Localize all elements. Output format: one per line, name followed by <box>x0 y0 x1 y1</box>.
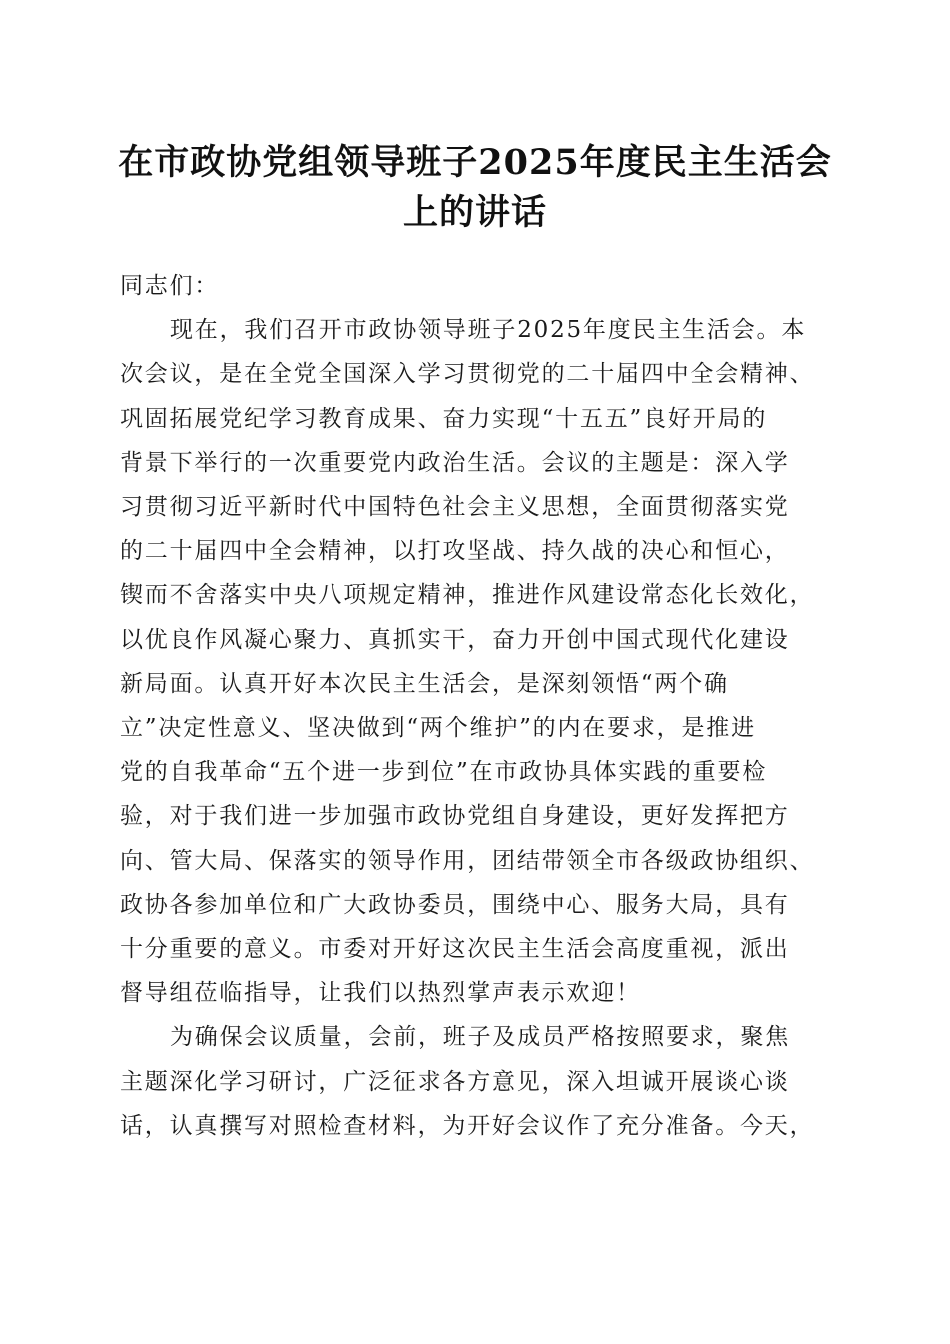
paragraph-line: 验，对于我们进一步加强市政协党组自身建设，更好发挥把方 <box>120 803 790 830</box>
paragraph-line: 政协各参加单位和广大政协委员，围绕中心、服务大局，具有 <box>120 891 790 918</box>
paragraph-line: 新局面。认真开好本次民主生活会，是深刻领悟“两个确 <box>120 670 729 697</box>
paragraph-line: 为确保会议质量，会前，班子及成员严格按照要求，聚焦 <box>170 1024 790 1051</box>
paragraph-line: 以优良作风凝心聚力、真抓实干，奋力开创中国式现代化建设 <box>120 626 790 653</box>
document-body <box>120 264 832 1148</box>
salutation: 同志们： <box>120 273 220 299</box>
title-line-2: 上的讲话 <box>402 192 547 233</box>
document-title <box>100 138 850 238</box>
paragraph-line: 党的自我革命“五个进一步到位”在市政协具体实践的重要检 <box>120 759 768 786</box>
paragraph-line: 现在，我们召开市政协领导班子2025年度民主生活会。本 <box>170 317 807 344</box>
paragraph-line: 习贯彻习近平新时代中国特色社会主义思想，全面贯彻落实党 <box>120 494 790 521</box>
paragraph-1 <box>120 308 832 1015</box>
title-line-1: 在市政协党组领导班子2025年度民主生活会 <box>118 142 832 183</box>
paragraph-line: 巩固拓展党纪学习教育成果、奋力实现“十五五”良好开局的 <box>120 405 768 432</box>
paragraph-line: 督导组莅临指导，让我们以热烈掌声表示欢迎！ <box>120 980 641 1007</box>
paragraph-line: 话，认真撰写对照检查材料，为开好会议作了充分准备。今天， <box>120 1112 815 1139</box>
paragraph-line: 次会议，是在全党全国深入学习贯彻党的二十届四中全会精神、 <box>120 361 815 388</box>
paragraph-line: 十分重要的意义。市委对开好这次民主生活会高度重视，派出 <box>120 936 790 963</box>
paragraph-line: 主题深化学习研讨，广泛征求各方意见，深入坦诚开展谈心谈 <box>120 1068 790 1095</box>
paragraph-line: 的二十届四中全会精神，以打攻坚战、持久战的决心和恒心， <box>120 538 790 565</box>
paragraph-line: 向、管大局、保落实的领导作用，团结带领全市各级政协组织、 <box>120 847 815 874</box>
paragraph-2 <box>120 1015 832 1148</box>
paragraph-line: 立”决定性意义、坚决做到“两个维护”的内在要求，是推进 <box>120 715 756 742</box>
paragraph-line: 背景下举行的一次重要党内政治生活。会议的主题是：深入学 <box>120 449 790 476</box>
paragraph-line: 锲而不舍落实中央八项规定精神，推进作风建设常态化长效化， <box>120 582 815 609</box>
